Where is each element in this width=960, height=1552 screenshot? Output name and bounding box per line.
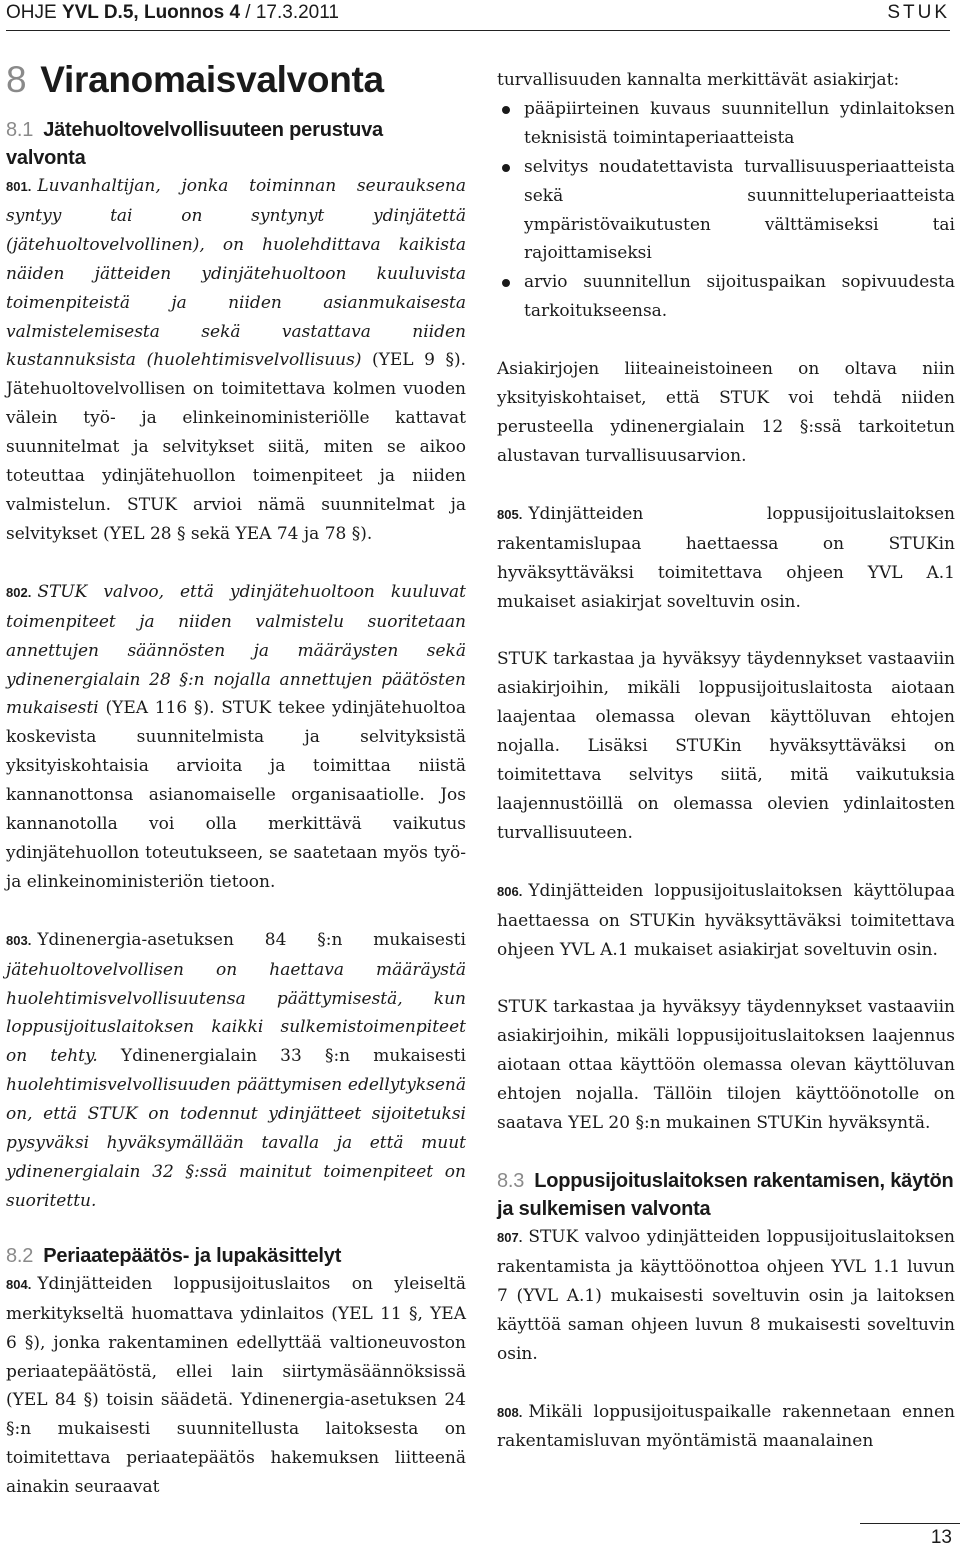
body-text: (YEL 9 §). Jätehuoltovelvollisen on toimitettava kolmen vuoden välein työ- ja elinkeinoministeriölle kattavat suunnitelmat ja selvitykset siitä, miten se aikoo toteuttaa ydinjätehuollon toimenpiteet ja niiden valmistelun. STUK arvioi nämä suunnitelmat ja selvitykset (YEL 28 § sekä YEA 74 ja 78 §). [6, 350, 466, 544]
left-column [6, 58, 466, 1502]
list-item: arvio suunnitellun sijoituspaikan sopivuudesta tarkoitukseensa. [524, 268, 955, 326]
paragraph-804-b: Asiakirjojen liiteaineistoineen on oltava niin yksityiskohtaiset, että STUK voi tehdä niiden perusteella ydinenergialain 12 §:ssä tarkoitetun alustavan turvallisuusarvion. [497, 359, 955, 466]
paragraph-806 [497, 877, 955, 965]
running-header [6, 2, 950, 26]
section-heading-8-3 [497, 1167, 955, 1223]
doc-title: YVL D.5, Luonnos 4 [61, 2, 241, 23]
section-number: 8.2 [6, 1244, 34, 1267]
body-text: Ydinenergia-asetuksen 84 §:n mukaisesti [37, 929, 466, 950]
paragraph-number: 803. [6, 932, 32, 948]
body-text: Mikäli loppusijoituspaikalle rakennetaan ennen rakentamisluvan myöntämistä maanalainen [497, 1401, 955, 1452]
paragraph-808 [497, 1398, 955, 1457]
paragraph-number: 805. [497, 506, 523, 522]
paragraph-number: 806. [497, 883, 523, 899]
paragraph-802 [6, 578, 466, 897]
section-title: Periaatepäätös- ja lupakäsittelyt [43, 1244, 342, 1267]
body-text: Ydinjätteiden loppusijoituslaitos on yleiseltä merkitykseltä huomattava ydinlaitos (YEL 11 §, YEA 6 §), jonka rakentaminen edellyttää valtioneuvoston periaatepäätöstä, ellei lain siirtymäsäännöksissä (YEL 84 §) toisin säädetä. Ydinenergia-asetuksen 24 §:n mukaisesti suunnitellusta laitoksesta on toimitettava periaatepäätös hakemuksen liitteenä ainakin seuraavat [6, 1273, 466, 1498]
paragraph-number: 801. [6, 179, 32, 194]
doc-date: / 17.3.2011 [240, 2, 339, 23]
body-text: Ydinenergialain 33 §:n mukaisesti [97, 1046, 466, 1067]
paragraph-804-continued: turvallisuuden kannalta merkittävät asiakirjat: [497, 70, 900, 90]
paragraph-804 [6, 1270, 466, 1502]
body-text: Ydinjätteiden loppusijoituslaitoksen käyttölupaa haettaessa on STUKin hyväksyttäväksi toimitettava ohjeen YVL A.1 mukaiset asiakirjat soveltuvin osin. [497, 880, 955, 960]
paragraph-number: 808. [497, 1404, 523, 1420]
section-number: 8.1 [6, 119, 34, 141]
organization-name: STUK [887, 2, 950, 23]
paragraph-807 [497, 1223, 955, 1369]
paragraph-number: 804. [6, 1276, 32, 1292]
footer-rule [860, 1523, 960, 1524]
paragraph-805-b: STUK tarkastaa ja hyväksyy täydennykset vastaaviin asiakirjoihin, mikäli loppusijoituslaitosta aiotaan laajentaa olemassa olevan käyttöluvan ehtojen nojalla. Lisäksi STUKin hyväksyttäväksi on toimitettava selvitys siitä, mitä vaikutuksia laajennustöillä on olemassa olevien ydinlaitosten turvallisuuteen. [497, 649, 955, 843]
paragraph-806-b: STUK tarkastaa ja hyväksyy täydennykset vastaaviin asiakirjoihin, mikäli loppusijoituslaitoksen laajennus aiotaan ottaa käyttöön olemassa olevan käyttöluvan ehtojen nojalla. Tällöin tilojen käyttöönotolle on saatava YEL 20 §:n mukainen STUKin hyväksyntä. [497, 997, 955, 1134]
document-id [6, 2, 339, 24]
body-text: Ydinjätteiden loppusijoituslaitoksen rakentamislupaa haettaessa on STUKin hyväksyttäväksi toimitettava ohjeen YVL A.1 mukaiset asiakirjat soveltuvin osin. [497, 503, 955, 612]
section-heading-8-2 [6, 1242, 466, 1270]
italic-text: Luvanhaltijan, jonka toiminnan seurauksena syntyy tai on syntynyt ydinjätettä (jätehuoltovelvollinen), on huolehdittava kaikista näiden jätteiden ydinjätehuoltoon kuuluvista toimenpiteistä ja niiden asianmukaisesta valmistelemisesta sekä vastattava niiden kustannuksista (huolehtimisvelvollisuus) [6, 176, 466, 371]
section-heading-8-1 [6, 116, 466, 172]
header-rule [6, 30, 950, 31]
doc-prefix: OHJE [6, 2, 62, 23]
body-text: (YEA 116 §). STUK tekee ydinjätehuoltoa koskevista suunnitelmista ja selvityksistä yksityiskohtaisia arvioita ja toimittaa niistä kannanottonsa asianomaiselle organisaatiolle. Jos kannanotolla voi olla merkittävä vaikutus ydinjätehuollon toteutukseen, se saatetaan myös työ- ja elinkeinoministeriön tietoon. [6, 698, 466, 892]
paragraph-803 [6, 926, 466, 1216]
paragraph-805 [497, 500, 955, 617]
list-item: pääpiirteinen kuvaus suunnitellun ydinlaitoksen teknisistä toimintaperiaatteista [524, 95, 955, 153]
italic-text: STUK valvoo, että ydinjätehuoltoon kuuluvat toimenpiteet ja niiden valmistelu suoritetaan annettujen säännösten ja määräysten sekä ydinenergialain 28 §:n nojalla annettujen päätösten mukaisesti [6, 581, 466, 719]
list-item: selvitys noudatettavista turvallisuusperiaatteista sekä suunnitteluperiaatteista ympäristövaikutusten välttämiseksi tai rajoittamiseksi [524, 153, 955, 269]
section-title: Jätehuoltovelvollisuuteen perustuva valvonta [6, 119, 383, 169]
italic-text: jätehuoltovelvollisen on haettava määräystä huolehtimisvelvollisuutensa päättymisestä, kun loppusijoituslaitoksen kaikki sulkemistoimenpiteet on tehty. [6, 959, 466, 1067]
body-text: STUK valvoo ydinjätteiden loppusijoituslaitoksen rakentamista ja käyttöönottoa ohjeen YVL 1.1 luvun 7 (YVL A.1) mukaisesti soveltuvin osin ja laitoksen käyttöä saman ohjeen luvun 8 mukaisesti soveltuvin osin. [497, 1227, 955, 1364]
right-column [497, 66, 955, 1456]
chapter-title: Viranomaisvalvonta [40, 59, 384, 100]
italic-text: huolehtimisvelvollisuuden päättymisen edellytyksenä on, että STUK on todennut ydinjätteet sijoitetuksi pysyväksi hyväksymällään tavalla ja että muut ydinenergialain 32 §:ssä mainitut toimenpiteet on suoritettu. [6, 1075, 466, 1211]
section-number: 8.3 [497, 1170, 525, 1192]
section-title: Loppusijoituslaitoksen rakentamisen, käytön ja sulkemisen valvonta [497, 1170, 954, 1220]
chapter-heading [6, 58, 466, 102]
page-number: 13 [930, 1527, 952, 1548]
paragraph-number: 807. [497, 1230, 523, 1245]
chapter-number: 8 [6, 59, 27, 100]
paragraph-number: 802. [6, 584, 32, 600]
bullet-list [497, 95, 955, 326]
paragraph-801 [6, 172, 466, 549]
